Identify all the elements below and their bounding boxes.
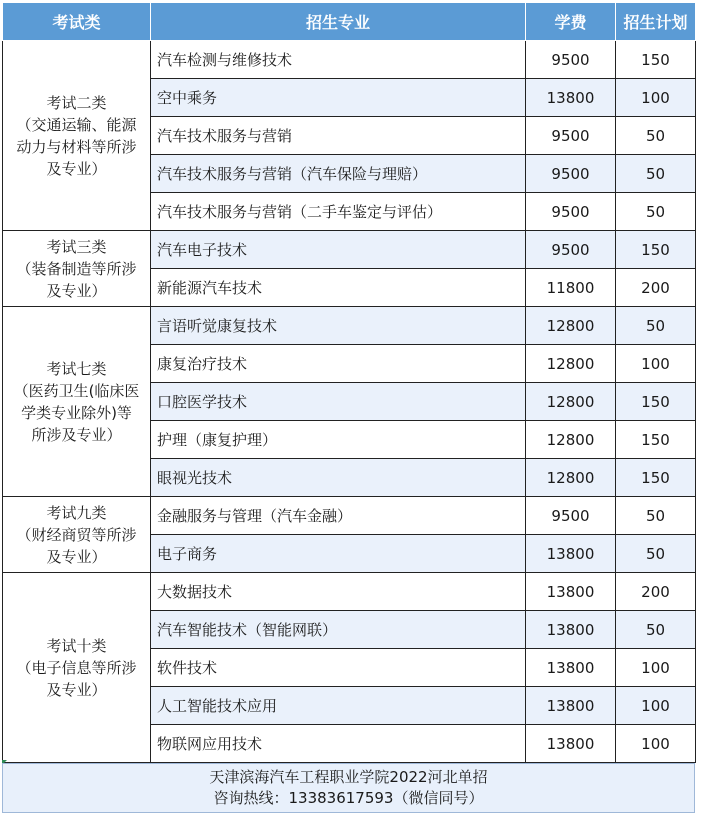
- fee-cell: 13800: [526, 573, 616, 611]
- major-cell: 新能源汽车技术: [151, 269, 526, 307]
- major-cell: 物联网应用技术: [151, 725, 526, 763]
- plan-cell: 100: [616, 345, 696, 383]
- category-line: 考试二类: [46, 93, 107, 112]
- category-line: （装备制造等所涉: [16, 259, 137, 278]
- category-cell: [3, 307, 151, 497]
- plan-cell: 150: [616, 41, 696, 79]
- header-plan: 招生计划: [616, 3, 696, 41]
- plan-cell: 100: [616, 649, 696, 687]
- major-cell: 康复治疗技术: [151, 345, 526, 383]
- plan-cell: 50: [616, 535, 696, 573]
- fee-cell: 9500: [526, 155, 616, 193]
- plan-cell: 50: [616, 193, 696, 231]
- major-cell: 汽车智能技术（智能网联）: [151, 611, 526, 649]
- fee-cell: 9500: [526, 497, 616, 535]
- fee-cell: 12800: [526, 307, 616, 345]
- fee-cell: 9500: [526, 117, 616, 155]
- header-major: 招生专业: [151, 3, 526, 41]
- major-cell: 汽车技术服务与营销（二手车鉴定与评估）: [151, 193, 526, 231]
- table-row: [3, 497, 696, 535]
- table-row: [3, 573, 696, 611]
- major-cell: 金融服务与管理（汽车金融）: [151, 497, 526, 535]
- footer-school: 天津滨海汽车工程职业学院2022河北单招: [209, 768, 488, 786]
- category-line: 考试十类: [46, 636, 107, 655]
- plan-cell: 50: [616, 155, 696, 193]
- plan-cell: 150: [616, 231, 696, 269]
- fee-cell: 12800: [526, 421, 616, 459]
- fee-cell: 12800: [526, 345, 616, 383]
- major-cell: 汽车电子技术: [151, 231, 526, 269]
- header-category: 考试类: [3, 3, 151, 41]
- category-line: 考试三类: [46, 237, 107, 256]
- plan-cell: 200: [616, 269, 696, 307]
- plan-cell: 50: [616, 117, 696, 155]
- fee-cell: 13800: [526, 611, 616, 649]
- fee-cell: 11800: [526, 269, 616, 307]
- category-cell: [3, 231, 151, 307]
- category-line: 考试七类: [46, 359, 107, 378]
- category-cell: [3, 497, 151, 573]
- table-row: [3, 41, 696, 79]
- fee-cell: 9500: [526, 41, 616, 79]
- category-line: （财经商贸等所涉: [16, 525, 137, 544]
- major-cell: 软件技术: [151, 649, 526, 687]
- fee-cell: 12800: [526, 383, 616, 421]
- category-line: 动力与材料等所涉: [16, 137, 137, 156]
- category-line: （交通运输、能源: [16, 115, 137, 134]
- fee-cell: 12800: [526, 459, 616, 497]
- plan-cell: 100: [616, 687, 696, 725]
- category-cell: [3, 573, 151, 763]
- plan-cell: 150: [616, 459, 696, 497]
- plan-cell: 100: [616, 79, 696, 117]
- category-line: 学类专业除外)等: [21, 403, 132, 422]
- category-line: 及专业）: [46, 281, 107, 300]
- footer-hotline: 咨询热线：13383617593（微信同号）: [213, 789, 484, 807]
- footer-banner: [2, 763, 695, 813]
- major-cell: 护理（康复护理）: [151, 421, 526, 459]
- plan-cell: 200: [616, 573, 696, 611]
- plan-cell: 50: [616, 307, 696, 345]
- major-cell: 汽车技术服务与营销（汽车保险与理赔）: [151, 155, 526, 193]
- major-cell: 大数据技术: [151, 573, 526, 611]
- category-line: （医药卫生(临床医: [13, 381, 140, 400]
- major-cell: 汽车技术服务与营销: [151, 117, 526, 155]
- plan-cell: 50: [616, 497, 696, 535]
- table-row: [3, 307, 696, 345]
- major-cell: 人工智能技术应用: [151, 687, 526, 725]
- major-cell: 空中乘务: [151, 79, 526, 117]
- major-cell: 汽车检测与维修技术: [151, 41, 526, 79]
- category-line: 及专业）: [46, 547, 107, 566]
- header-row: [3, 3, 696, 41]
- category-cell: [3, 41, 151, 231]
- fee-cell: 13800: [526, 79, 616, 117]
- table-body: [3, 41, 696, 763]
- plan-cell: 100: [616, 725, 696, 763]
- plan-cell: 50: [616, 611, 696, 649]
- fee-cell: 13800: [526, 649, 616, 687]
- fee-cell: 13800: [526, 725, 616, 763]
- table-row: [3, 231, 696, 269]
- major-cell: 口腔医学技术: [151, 383, 526, 421]
- header-fee: 学费: [526, 3, 616, 41]
- category-line: （电子信息等所涉: [16, 658, 137, 677]
- category-line: 及专业）: [46, 159, 107, 178]
- category-line: 及专业）: [46, 680, 107, 699]
- major-cell: 电子商务: [151, 535, 526, 573]
- major-cell: 言语听觉康复技术: [151, 307, 526, 345]
- fee-cell: 9500: [526, 231, 616, 269]
- fee-cell: 9500: [526, 193, 616, 231]
- category-line: 所涉及专业）: [31, 425, 122, 444]
- major-cell: 眼视光技术: [151, 459, 526, 497]
- fee-cell: 13800: [526, 535, 616, 573]
- plan-cell: 150: [616, 421, 696, 459]
- enrollment-table: [2, 2, 696, 763]
- plan-cell: 150: [616, 383, 696, 421]
- category-line: 考试九类: [46, 503, 107, 522]
- fee-cell: 13800: [526, 687, 616, 725]
